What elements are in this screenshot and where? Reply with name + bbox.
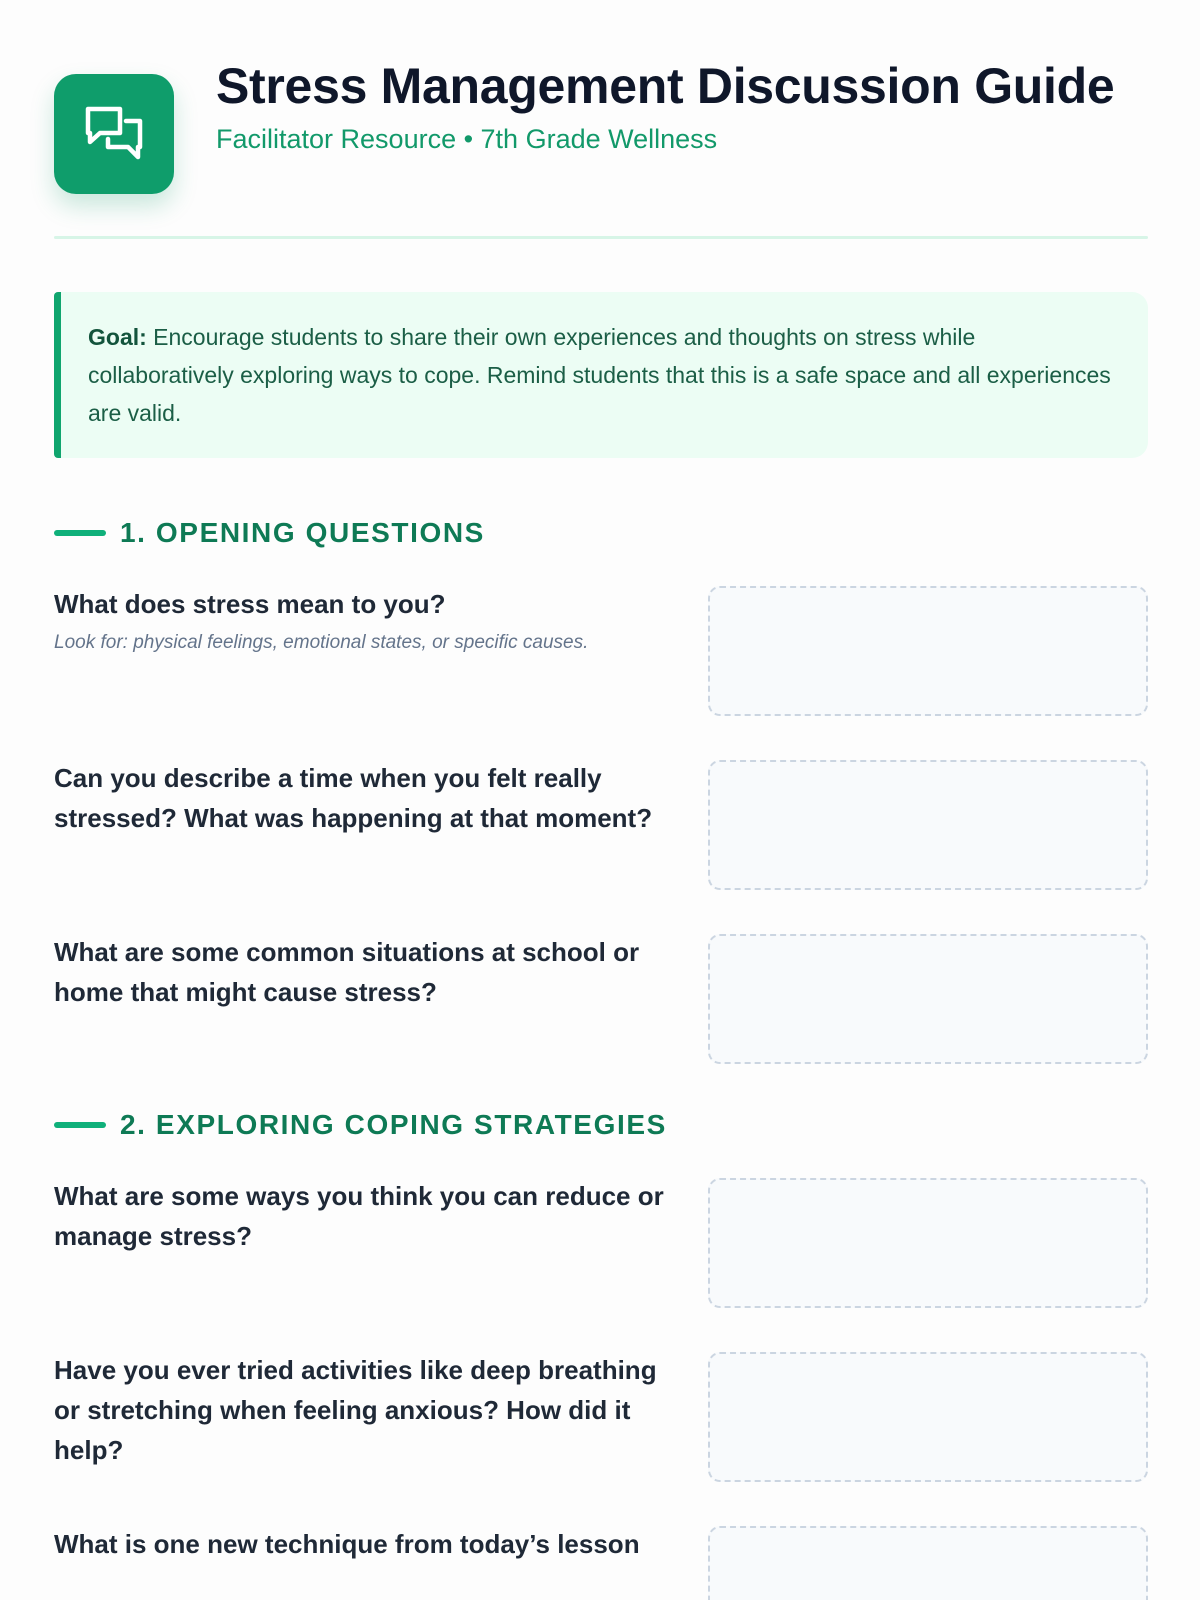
question-list <box>54 1178 1148 1600</box>
goal-label: Goal: <box>88 324 147 350</box>
chat-bubbles-icon <box>54 74 174 194</box>
answer-box[interactable] <box>708 934 1148 1064</box>
question-hint: Look for: physical feelings, emotional states, or specific causes. <box>54 632 589 653</box>
question-text-column <box>54 1526 674 1564</box>
question-text: What are some ways you think you can reduce or manage stress? <box>54 1181 664 1251</box>
question-text: What is one new technique from today’s lesson <box>54 1529 640 1559</box>
question-row <box>54 586 1148 718</box>
header-divider <box>54 236 1148 239</box>
section-heading <box>54 516 1148 550</box>
question-row <box>54 1178 1148 1310</box>
goal-text: Encourage students to share their own experiences and thoughts on stress while collaboratively exploring ways to cope. Remind students that this is a safe space and all experiences are valid. <box>88 324 1111 426</box>
answer-box[interactable] <box>708 760 1148 890</box>
question-text-column <box>54 586 674 656</box>
question-text-column <box>54 1352 674 1470</box>
question-text: What are some common situations at school or home that might cause stress? <box>54 937 640 1007</box>
section-opening-questions <box>54 516 1148 1066</box>
page-subtitle: Facilitator Resource • 7th Grade Wellness <box>216 124 718 154</box>
section-coping-strategies <box>54 1108 1148 1600</box>
section-heading-bar <box>54 1122 106 1128</box>
question-list <box>54 586 1148 1066</box>
question-row <box>54 1526 1148 1600</box>
question-text-column <box>54 934 674 1012</box>
section-heading-label: 2. EXPLORING COPING STRATEGIES <box>120 1109 667 1140</box>
question-row <box>54 934 1148 1066</box>
section-heading-label: 1. OPENING QUESTIONS <box>120 517 485 548</box>
question-row <box>54 760 1148 892</box>
answer-box[interactable] <box>708 1178 1148 1308</box>
question-text-column <box>54 760 674 838</box>
section-heading-bar <box>54 530 106 536</box>
question-row <box>54 1352 1148 1484</box>
question-text: Have you ever tried activities like deep breathing or stretching when feeling anxious? How did it help? <box>54 1355 657 1465</box>
goal-callout <box>54 292 1148 458</box>
answer-box[interactable] <box>708 1526 1148 1600</box>
page-header <box>54 0 1148 194</box>
page-title: Stress Management Discussion Guide <box>216 58 1115 114</box>
answer-box[interactable] <box>708 1352 1148 1482</box>
question-text-column <box>54 1178 674 1256</box>
question-text: What does stress mean to you? <box>54 589 446 619</box>
question-text: Can you describe a time when you felt really stressed? What was happening at that moment? <box>54 763 653 833</box>
section-heading <box>54 1108 1148 1142</box>
header-text <box>216 56 1148 155</box>
answer-box[interactable] <box>708 586 1148 716</box>
